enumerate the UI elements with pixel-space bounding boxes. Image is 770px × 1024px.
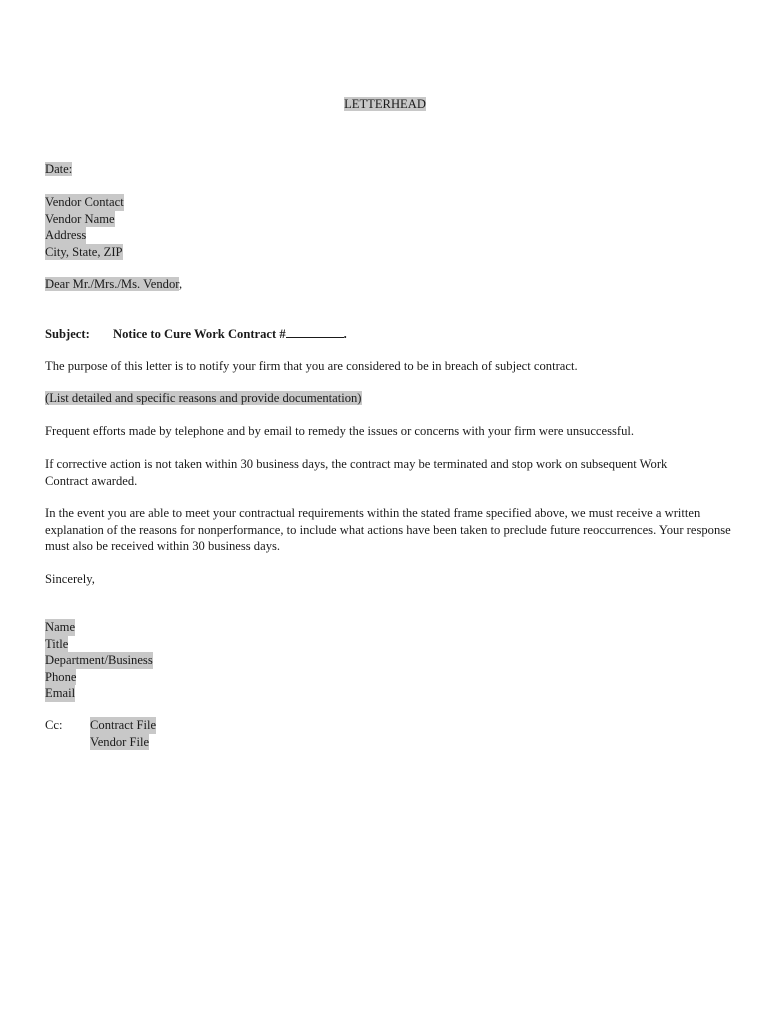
signature-department: Department/Business [45, 653, 153, 667]
date-line [45, 161, 72, 178]
signature-email: Email [45, 686, 76, 700]
cc-list [90, 717, 156, 750]
body-paragraph-2 [45, 390, 362, 407]
subject-text: Notice to Cure Work Contract # [113, 327, 286, 341]
recipient-city-state-zip: City, State, ZIP [45, 244, 123, 259]
recipient-block [45, 194, 124, 260]
letterhead-text: LETTERHEAD [344, 97, 426, 111]
signature-title: Title [45, 636, 69, 651]
subject-line [45, 325, 347, 343]
date-label: Date: [45, 162, 73, 176]
cc-label: Cc: [45, 718, 63, 732]
signature-block [45, 619, 153, 702]
salutation-punct: , [178, 277, 183, 291]
cc-item: Contract File [90, 718, 157, 732]
body-paragraph-1: The purpose of this letter is to notify your firm that you are considered to be in breach of subject contract. [45, 359, 578, 373]
cc-item: Vendor File [90, 734, 150, 749]
salutation [45, 276, 182, 293]
signature-phone: Phone [45, 669, 77, 684]
salutation-text: Dear Mr./Mrs./Ms. Vendor [45, 277, 179, 291]
body-paragraph-4: If corrective action is not taken within 30 business days, the contract may be terminated and stop work on subsequent Work Contract awarded. [45, 457, 668, 488]
recipient-name: Vendor Name [45, 211, 115, 226]
recipient-address: Address [45, 228, 87, 242]
closing: Sincerely, [45, 572, 95, 586]
contract-number-blank [286, 325, 344, 338]
signature-name: Name [45, 620, 76, 634]
subject-label: Subject: [45, 327, 90, 341]
letterhead [0, 96, 770, 113]
subject-end: . [343, 327, 347, 341]
reasons-placeholder: (List detailed and specific reasons and provide documentation) [45, 391, 362, 405]
recipient-contact: Vendor Contact [45, 195, 124, 209]
body-paragraph-3: Frequent efforts made by telephone and by email to remedy the issues or concerns with your firm were unsuccessful. [45, 424, 635, 438]
body-paragraph-5: In the event you are able to meet your contractual requirements within the stated frame specified above, we must receive a written explanation of the reasons for nonperformance, to include what actions have been taken to preclude future reoccurrences. Your response must also be received within 30 business days. [45, 506, 731, 553]
